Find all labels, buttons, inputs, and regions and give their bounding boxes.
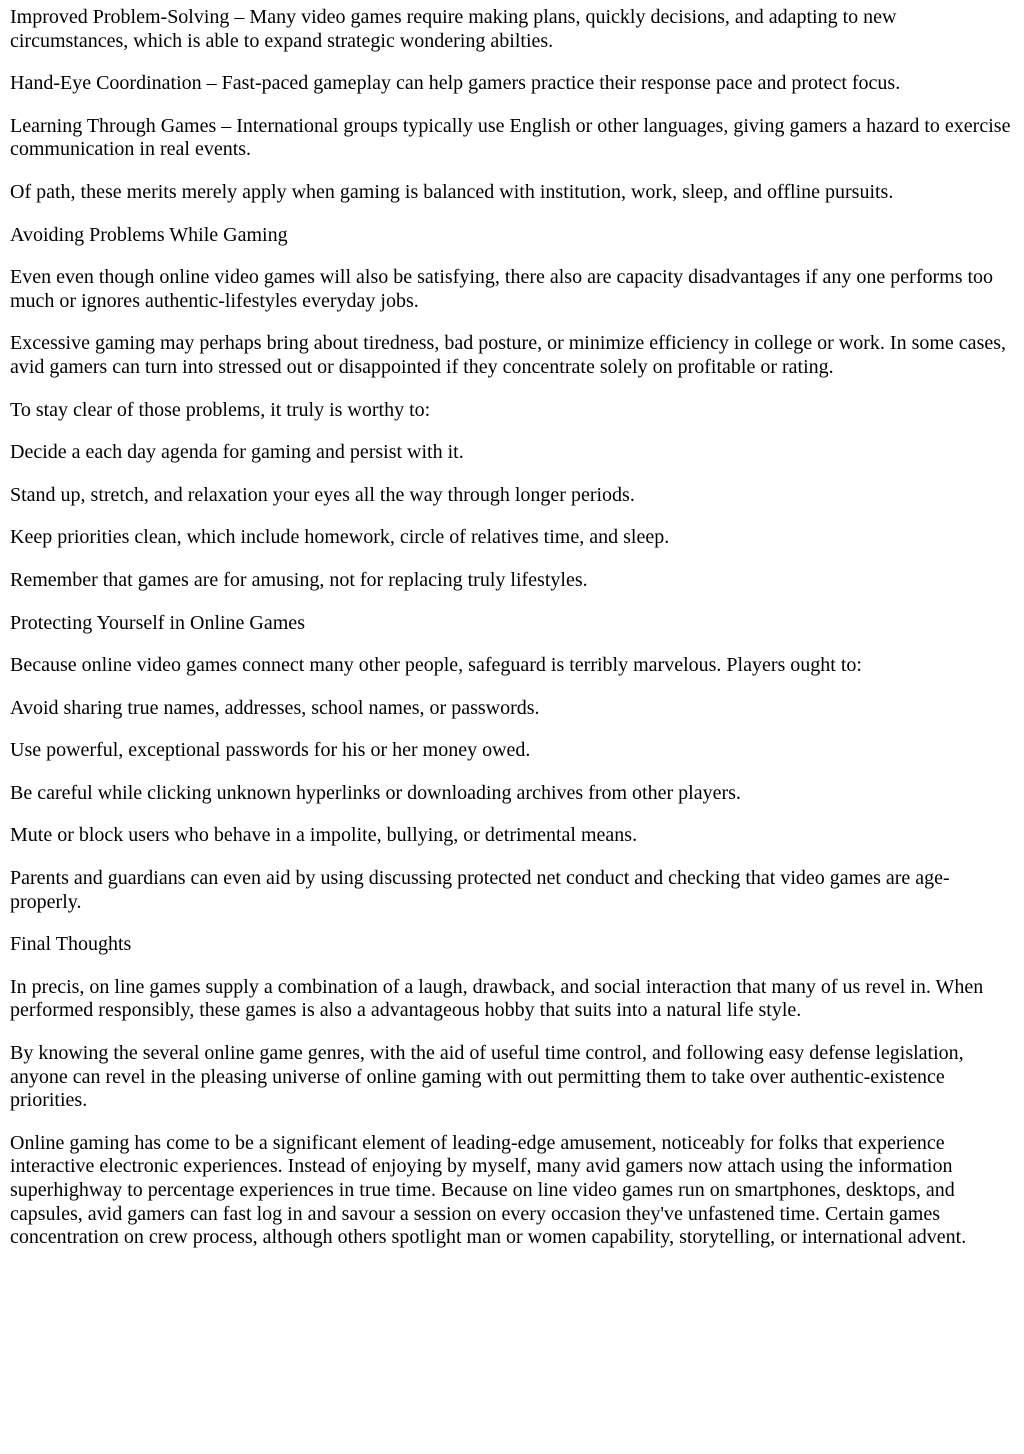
paragraph-tip-careful-links: Be careful while clicking unknown hyperlinks or downloading archives from other players.	[10, 781, 741, 804]
paragraph-tip-remember-games: Remember that games are for amusing, not for replacing truly lifestyles.	[10, 568, 588, 591]
paragraph-parents-guardians: Parents and guardians can even aid by using discussing protected net conduct and checking that video games are age-properly.	[10, 867, 950, 913]
paragraph-stay-clear-intro: To stay clear of those problems, it truly is worthy to:	[10, 398, 431, 421]
paragraph-tip-stand-up: Stand up, stretch, and relaxation your eyes all the way through longer periods.	[10, 483, 635, 506]
document-body	[0, 6, 1024, 1250]
paragraph-safeguard-intro: Because online video games connect many other people, safeguard is terribly marvelous. Players ought to:	[10, 654, 862, 677]
section-heading-avoiding-problems: Avoiding Problems While Gaming	[10, 223, 288, 246]
paragraph-online-gaming-significant: Online gaming has come to be a significant element of leading-edge amusement, noticeably for folks that experience interactive electronic experiences. Instead of enjoying by myself, many avid gamers now attach using the information superhighway to percentage experiences in true time. Because on line video games run on smartphones, desktops, and capsules, avid gamers can fast log in and savour a session on every occasion they've unfastened time. Certain games concentration on crew process, although others spotlight man or women capability, storytelling, or international advent.	[10, 1131, 967, 1249]
paragraph-by-knowing-genres: By knowing the several online game genres, with the aid of useful time control, and following easy defense legislation, anyone can revel in the pleasing universe of online gaming with out permitting them to take over authentic-existence priorities.	[10, 1042, 964, 1112]
section-heading-final-thoughts: Final Thoughts	[10, 933, 132, 956]
paragraph-tip-daily-agenda: Decide a each day agenda for gaming and persist with it.	[10, 441, 464, 464]
paragraph-in-precis: In precis, on line games supply a combination of a laugh, drawback, and social interaction that many of us revel in. When performed responsibly, these games is also a advantageous hobby that suits into a natural life style.	[10, 975, 984, 1022]
paragraph-tip-passwords: Use powerful, exceptional passwords for his or her money owed.	[10, 739, 531, 762]
paragraph-hand-eye-coordination: Hand-Eye Coordination – Fast-paced gameplay can help gamers practice their response pace and protect focus.	[10, 72, 901, 95]
paragraph-excessive-gaming: Excessive gaming may perhaps bring about tiredness, bad posture, or minimize efficiency in college or work. In some cases, avid gamers can turn into stressed out or disappointed if they concentrate solely on profitable or rating.	[10, 332, 1007, 378]
paragraph-tip-mute-block: Mute or block users who behave in a impolite, bullying, or detrimental means.	[10, 824, 638, 847]
paragraph-merits-apply: Of path, these merits merely apply when gaming is balanced with institution, work, sleep, and offline pursuits.	[10, 180, 894, 203]
paragraph-improved-problem-solving: Improved Problem-Solving – Many video games require making plans, quickly decisions, and adapting to new circumstances, which is able to expand strategic wondering abilties.	[10, 6, 897, 52]
section-heading-protecting-yourself: Protecting Yourself in Online Games	[10, 611, 305, 634]
paragraph-tip-avoid-sharing: Avoid sharing true names, addresses, school names, or passwords.	[10, 696, 540, 719]
paragraph-capacity-disadvantages: Even even though online video games will also be satisfying, there also are capacity disadvantages if any one performs too much or ignores authentic-lifestyles everyday jobs.	[10, 266, 994, 312]
paragraph-learning-through-games: Learning Through Games – International groups typically use English or other languages, giving gamers a hazard to exercise communication in real events.	[10, 114, 1011, 161]
paragraph-tip-keep-priorities: Keep priorities clean, which include homework, circle of relatives time, and sleep.	[10, 526, 670, 549]
